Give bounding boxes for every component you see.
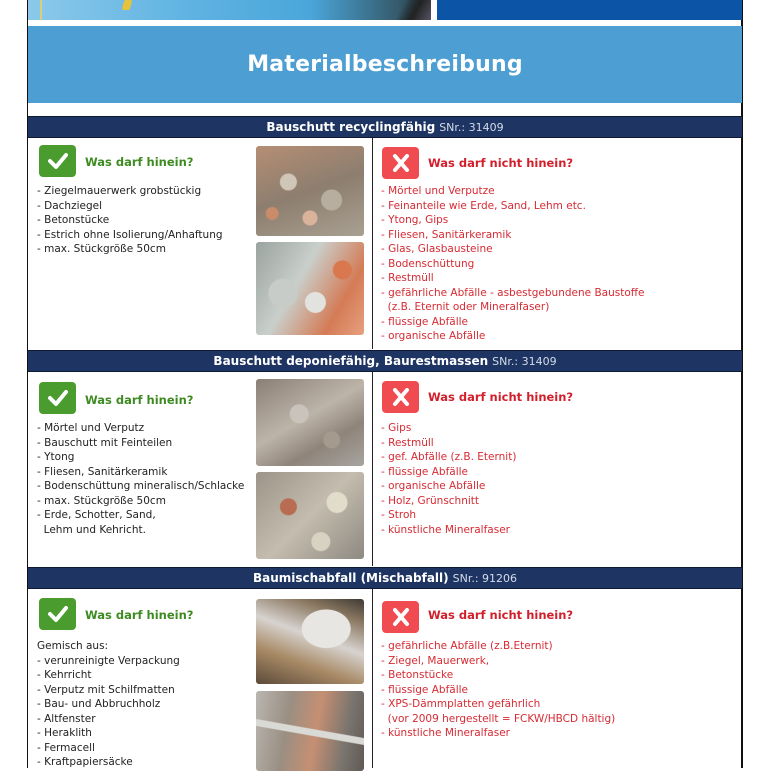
list-item: - Fliesen, Sanitärkeramik [381,228,512,241]
list-item: - Mörtel und Verputze [381,185,495,197]
list-item: - flüssige Abfälle [381,315,468,328]
flower-graphic [122,0,133,10]
list-item: - Restmüll [381,272,434,284]
section-name: Baumischabfall (Mischabfall) [252,571,449,585]
check-icon [39,145,76,177]
list-item: - Feinanteile wie Erde, Sand, Lehm etc. [381,199,586,212]
cross-icon [382,381,419,413]
list-item: - Ytong, Gips [381,214,449,226]
list-item: - verunreinigte Verpackung [37,654,180,667]
cross-icon [382,601,419,633]
mixed-waste-photo [256,599,364,684]
section-snr: SNr.: 91206 [452,571,518,585]
list-item: - Glas, Glasbausteine [381,243,493,255]
allowed-column [28,138,373,349]
section-name: Bauschutt deponiefähig, Baurestmassen [213,354,489,368]
forbidden-column [373,372,742,566]
list-item: - Gips [381,422,412,434]
rubble-photo [256,242,364,335]
section-name: Bauschutt recyclingfähig [266,120,436,134]
list-item: - Bodenschüttung mineralisch/Schlacke [37,480,245,492]
header-photo [28,0,431,20]
allowed-column [28,589,373,768]
allowed-heading: Was darf hinein? [85,155,194,169]
list-item: - Betonstücke [37,214,110,226]
list-item: - Fermacell [37,741,95,754]
list-item: - Mörtel und Verputz [37,422,145,434]
forbidden-list [381,184,644,344]
section-body-baumischabfall [28,589,742,768]
allowed-list [37,639,180,770]
title-band [28,26,742,103]
list-item: - Ytong [37,451,75,463]
section-header-recyclingfaehig [28,116,742,138]
list-item: - max. Stückgröße 50cm [37,243,166,255]
list-item: - Ziegel, Mauerwerk, [381,654,490,667]
list-item: Lehm und Kehricht. [37,523,146,536]
forbidden-list [381,639,615,741]
list-item: - Betonstücke [381,669,454,681]
mixed-waste-photo [256,691,364,771]
list-item: - Ziegelmauerwerk grobstückig [37,185,202,197]
list-item: - künstliche Mineralfaser [381,523,510,536]
list-item: - Estrich ohne Isolierung/Anhaftung [37,228,223,241]
list-item: - flüssige Abfälle [381,465,468,478]
list-item: - Erde, Schotter, Sand, [37,509,156,521]
list-item: - Holz, Grünschnitt [381,494,480,507]
allowed-column [28,372,373,566]
list-item: Gemisch aus: [37,640,109,652]
forbidden-column [373,138,742,349]
cross-icon [382,147,419,179]
section-snr: SNr.: 31409 [439,120,504,134]
check-icon [39,598,76,630]
section-body-deponiefaehig [28,372,742,566]
check-icon [39,382,76,414]
section-header-baumischabfall [28,567,742,589]
list-item: - Restmüll [381,436,434,449]
list-item: - Heraklith [37,727,92,739]
list-item: - Verputz mit Schilfmatten [37,683,175,696]
list-item: - gef. Abfälle (z.B. Eternit) [381,451,517,463]
document-page [27,0,743,768]
allowed-heading: Was darf hinein? [85,608,194,622]
list-item: - Altfenster [37,712,96,725]
forbidden-list [381,421,516,537]
section-body-recyclingfaehig [28,138,742,349]
forbidden-heading: Was darf nicht hinein? [428,156,574,170]
list-item: - Bodenschüttung [381,257,475,270]
allowed-list [37,184,223,257]
photo-shadow-graphic [391,0,431,20]
section-header-deponiefaehig [28,350,742,372]
list-item: - Fliesen, Sanitärkeramik [37,465,168,478]
list-item: - max. Stückgröße 50cm [37,494,166,507]
list-item: - gefährliche Abfälle (z.B.Eternit) [381,640,553,652]
list-item: - gefährliche Abfälle - asbestgebundene Baustoffe [381,286,645,299]
page-title: Materialbeschreibung [247,52,523,77]
list-item: - organische Abfälle [381,480,486,492]
section-snr: SNr.: 31409 [492,354,557,368]
list-item: - Kehrricht [37,669,92,681]
rubble-photo [256,379,364,466]
list-item: - Bauschutt mit Feinteilen [37,436,173,449]
forbidden-heading: Was darf nicht hinein? [428,390,574,404]
plant-stalk-graphic [40,0,42,20]
list-item: - künstliche Mineralfaser [381,727,510,739]
list-item: (vor 2009 hergestellt = FCKW/HBCD hältig) [381,712,616,725]
list-item: - Stroh [381,509,417,521]
list-item: (z.B. Eternit oder Mineralfaser) [381,301,550,313]
list-item: - Dachziegel [37,199,103,212]
list-item: - flüssige Abfälle [381,683,468,696]
forbidden-column [373,589,742,768]
rubble-photo [256,146,364,236]
list-item: - organische Abfälle [381,330,486,342]
allowed-list [37,421,244,537]
forbidden-heading: Was darf nicht hinein? [428,608,574,622]
list-item: - XPS-Dämmplatten gefährlich [381,698,541,710]
list-item: - Kraftpapiersäcke [37,756,133,768]
allowed-heading: Was darf hinein? [85,393,194,407]
rubble-photo [256,472,364,559]
list-item: - Bau- und Abbruchholz [37,698,161,710]
header-blue-panel [437,0,742,20]
